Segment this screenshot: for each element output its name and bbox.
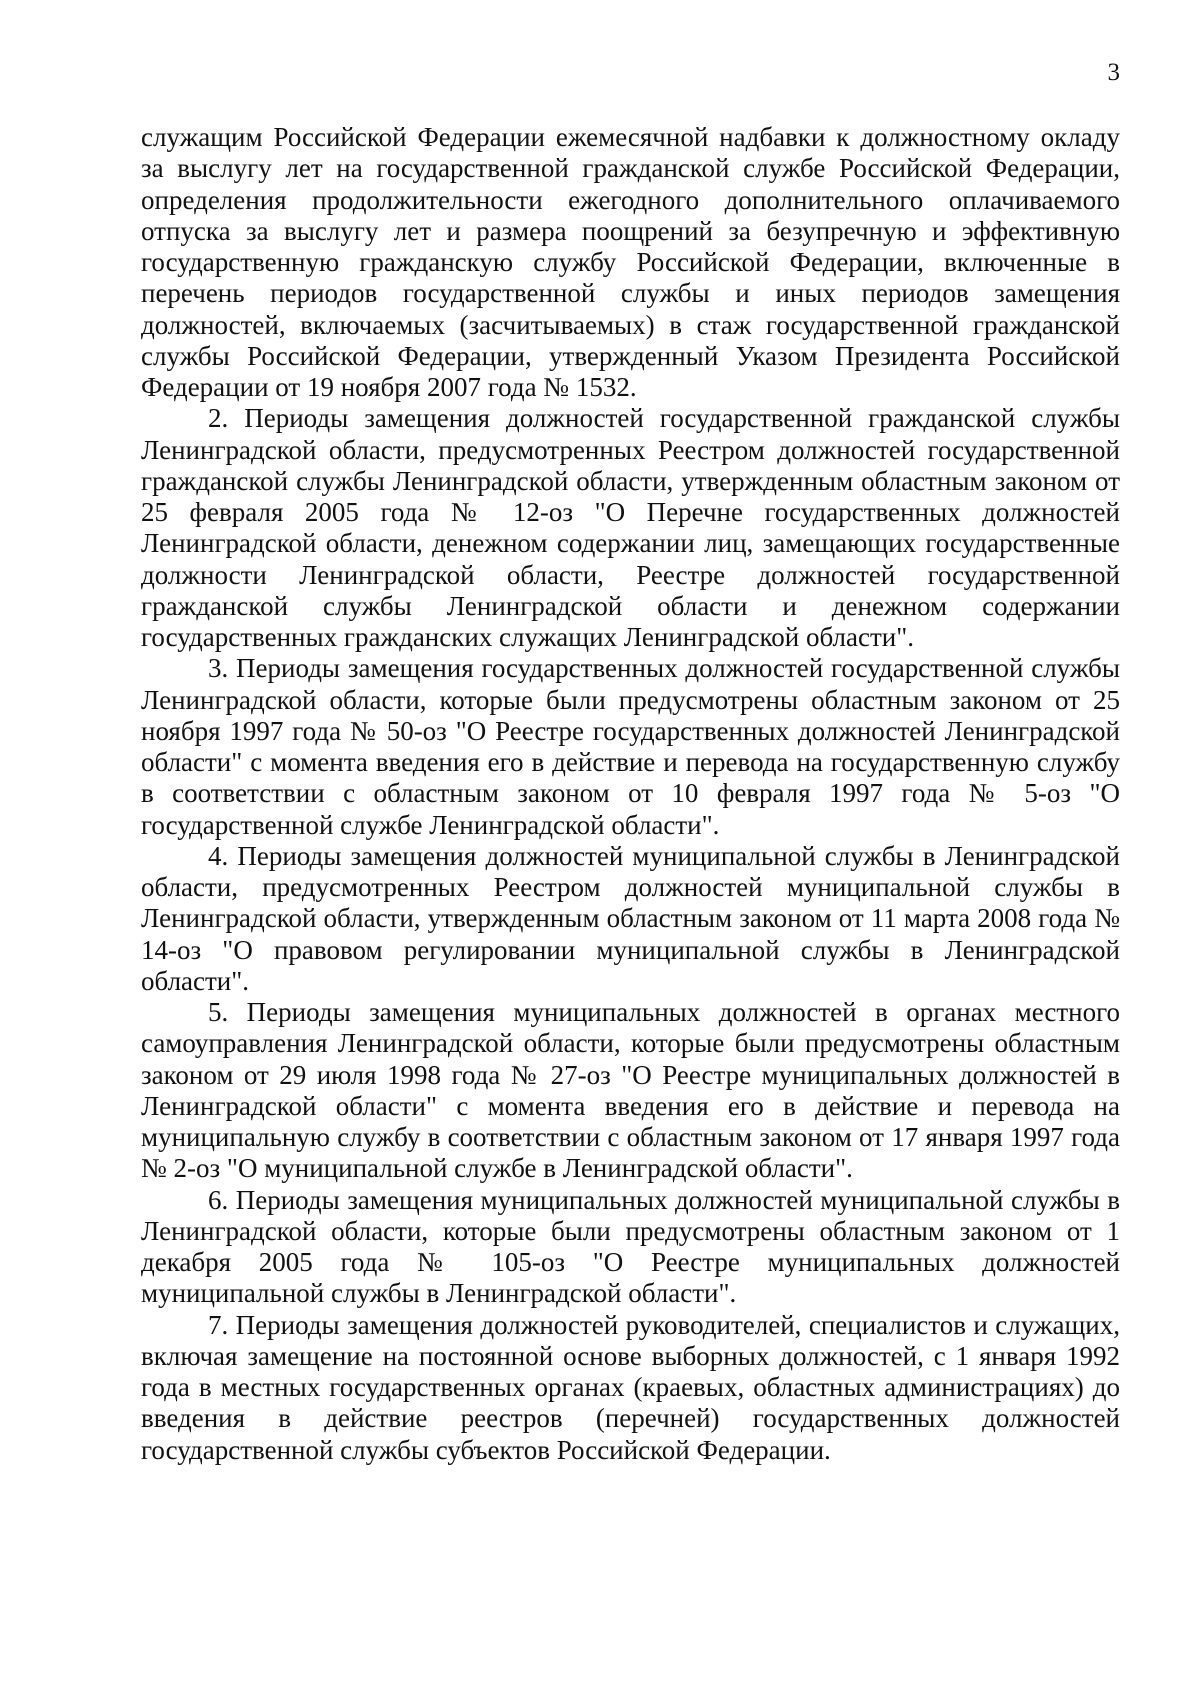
page-number: 3 (1107, 59, 1120, 86)
paragraph-item-4: 4. Периоды замещения должностей муниципальной службы в Ленинградской области, предусмотренных Реестром должностей муниципальной службы в Ленинградской области, утвержденным областным законом от 11 марта 2008 года № 14-оз "О правовом регулировании муниципальной службы в Ленинградской области". (141, 840, 1120, 996)
paragraph-item-5: 5. Периоды замещения муниципальных должностей в органах местного самоуправления Ленинградской области, которые были предусмотрены областным законом от 29 июля 1998 года № 27-оз "О Реестре муниципальных должностей в Ленинградской области" с момента введения его в действие и перевода на муниципальную службу в соответствии с областным законом от 17 января 1997 года № 2-оз "О муниципальной службе в Ленинградской области". (141, 997, 1120, 1184)
paragraph-item-6: 6. Периоды замещения муниципальных должностей муниципальной службы в Ленинградской области, которые были предусмотрены областным законом от 1 декабря 2005 года № 105-оз "О Реестре муниципальных должностей муниципальной службы в Ленинградской области". (141, 1184, 1120, 1309)
document-body (141, 122, 1120, 1466)
paragraph-item-7: 7. Периоды замещения должностей руководителей, специалистов и служащих, включая замещение на постоянной основе выборных должностей, с 1 января 1992 года в местных государственных органах (краевых, областных администрациях) до введения в действие реестров (перечней) государственных должностей государственной службы субъектов Российской Федерации. (141, 1309, 1120, 1465)
paragraph-item-2: 2. Периоды замещения должностей государственной гражданской службы Ленинградской области, предусмотренных Реестром должностей государственной гражданской службы Ленинградской области, утвержденным областным законом от 25 февраля 2005 года № 12-оз "О Перечне государственных должностей Ленинградской области, денежном содержании лиц, замещающих государственные должности Ленинградской области, Реестре должностей государственной гражданской службы Ленинградской области и денежном содержании государственных гражданских служащих Ленинградской области". (141, 403, 1120, 652)
paragraph-continuation: служащим Российской Федерации ежемесячной надбавки к должностному окладу за выслугу лет на государственной гражданской службе Российской Федерации, определения продолжительности ежегодного дополнительного оплачиваемого отпуска за выслугу лет и размера поощрений за безупречную и эффективную государственную гражданскую службу Российской Федерации, включенные в перечень периодов государственной службы и иных периодов замещения должностей, включаемых (засчитываемых) в стаж государственной гражданской службы Российской Федерации, утвержденный Указом Президента Российской Федерации от 19 ноября 2007 года № 1532. (141, 122, 1120, 402)
paragraph-item-3: 3. Периоды замещения государственных должностей государственной службы Ленинградской области, которые были предусмотрены областным законом от 25 ноября 1997 года № 50-оз "О Реестре государственных должностей Ленинградской области" с момента введения его в действие и перевода на государственную службу в соответствии с областным законом от 10 февраля 1997 года № 5-оз "О государственной службе Ленинградской области". (141, 653, 1120, 840)
